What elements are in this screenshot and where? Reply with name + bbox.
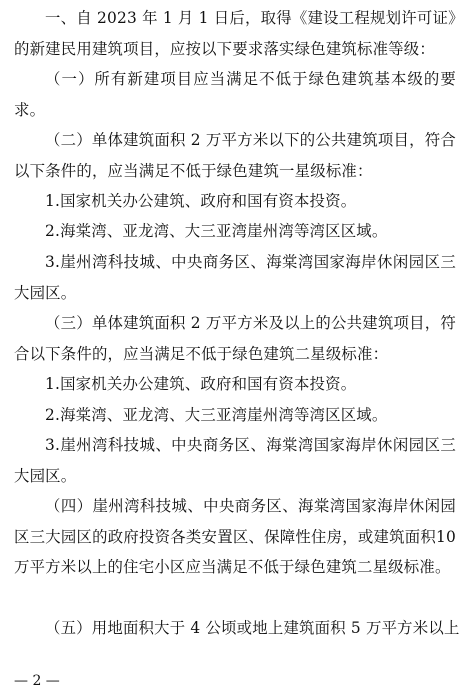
item-two-condition-3: 3.崖州湾科技城、中央商务区、海棠湾国家海岸休闲园区三大园区。 xyxy=(14,253,456,302)
item-five-large-sites: （五）用地面积大于 4 公顷或地上建筑面积 5 万平方米以上 xyxy=(45,619,460,637)
item-two-under-20000sqm: （二）单体建筑面积 2 万平方米以下的公共建筑项目，符合以下条件的，应当满足不低于绿色建筑一星级标准： xyxy=(14,131,456,180)
item-four-resettlement-and-residential: （四）崖州湾科技城、中央商务区、海棠湾国家海岸休闲园区三大园区的政府投资各类安置区、保障性住房，或建筑面积10 万平方米以上的住宅小区应当满足不低于绿色建筑二星级标准。 xyxy=(14,497,456,576)
item-two-condition-1: 1.国家机关办公建筑、政府和国有资本投资。 xyxy=(45,192,357,210)
item-three-condition-2: 2.海棠湾、亚龙湾、大三亚湾崖州湾等湾区区域。 xyxy=(45,406,388,424)
item-three-condition-1: 1.国家机关办公建筑、政府和国有资本投资。 xyxy=(45,375,357,393)
item-two-condition-2: 2.海棠湾、亚龙湾、大三亚湾崖州湾等湾区区域。 xyxy=(45,222,388,240)
section-one-intro: 一、自 2023 年 1 月 1 日后，取得《建设工程规划许可证》的新建民用建筑项目，应按以下要求落实绿色建筑标准等级： xyxy=(14,9,456,58)
page-number: — 2 — xyxy=(14,673,60,689)
item-three-condition-3: 3.崖州湾科技城、中央商务区、海棠湾国家海岸休闲园区三大园区。 xyxy=(14,436,456,485)
item-one-all-new-projects: （一）所有新建项目应当满足不低于绿色建筑基本级的要求。 xyxy=(14,70,456,119)
item-three-20000sqm-and-above: （三）单体建筑面积 2 万平方米及以上的公共建筑项目，符合以下条件的，应当满足不低于绿色建筑二星级标准： xyxy=(14,314,456,363)
